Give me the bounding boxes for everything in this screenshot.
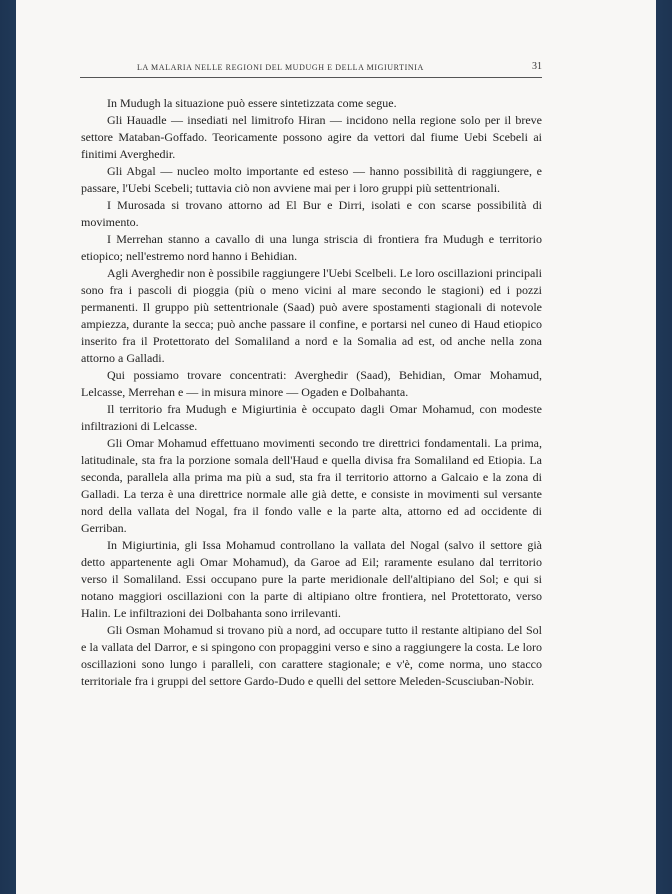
paragraph: Il territorio fra Mudugh e Migiurtinia è occupato dagli Omar Mohamud, con modeste infiltrazioni di Lelcasse. bbox=[81, 402, 542, 433]
paragraph: I Murosada si trovano attorno ad El Bur e Dirri, isolati e con scarse possibilità di movimento. bbox=[81, 198, 542, 229]
paragraph: Qui possiamo trovare concentrati: Averghedir (Saad), Behidian, Omar Mohamud, Lelcasse, Merrehan e — in misura minore — Ogaden e Dolbahanta. bbox=[81, 368, 542, 399]
paragraph: Gli Hauadle — insediati nel limitrofo Hiran — incidono nella regione solo per il breve settore Mataban-Goffado. Teoricamente possono agire da vettori dal fiume Uebi Scebeli ai finitimi Averghedir. bbox=[81, 113, 542, 161]
paragraph: Gli Omar Mohamud effettuano movimenti secondo tre direttrici fondamentali. La prima, latitudinale, sta fra la porzione somala dell'Haud e quella divisa fra Somaliland ed Etiopia. La seconda, parallela alla prima ma più a sud, sta fra il territorio attorno a Galcaio e la zona di Galladi. La terza è una direttrice normale alle già dette, e consiste in movimenti sul versante nord della vallata del Nogal, fra il fondo valle e la parte alta, attorno ed ad occidente di Gerriban. bbox=[81, 436, 542, 535]
paragraph: In Migiurtinia, gli Issa Mohamud controllano la vallata del Nogal (salvo il settore già detto appartenente agli Omar Mohamud), da Garoe ad Eil; raramente esulano dal territorio verso il Somaliland. Essi occupano pure la parte meridionale dell'altipiano del Sol; e qui si notano maggiori oscillazioni con la parte di altipiano oltre frontiera, nel Protettorato, verso Halin. Le infiltrazioni dei Dolbahanta sono irrilevanti. bbox=[81, 538, 542, 620]
header-rule bbox=[80, 77, 542, 78]
running-title: LA MALARIA NELLE REGIONI DEL MUDUGH E DELLA MIGIURTINIA bbox=[137, 63, 424, 72]
page-number: 31 bbox=[532, 61, 542, 72]
paragraph: Agli Averghedir non è possibile raggiungere l'Uebi Scelbeli. Le loro oscillazioni principali sono fra i pascoli di pioggia (più o meno vicini al mare secondo le stagioni) ed i pozzi permanenti. Il gruppo più settentrionale (Saad) può avere spostamenti stagionali di notevole ampiezza, durante la secca; può anche passare il confine, e portarsi nel cuneo di Haud etiopico inserito fra il Protettorato del Somaliland a nord e la Somalia ad est, od anche nella zona attorno a Galladi. bbox=[81, 266, 542, 365]
paragraph: I Merrehan stanno a cavallo di una lunga striscia di frontiera fra Mudugh e territorio etiopico; nell'estremo nord hanno i Behidian. bbox=[81, 232, 542, 263]
paragraph: Gli Abgal — nucleo molto importante ed esteso — hanno possibilità di raggiungere, e passare, l'Uebi Scebeli; tuttavia ciò non avviene mai per i loro gruppi più settentrionali. bbox=[81, 164, 542, 195]
paragraph: In Mudugh la situazione può essere sintetizzata come segue. bbox=[107, 96, 397, 110]
paragraph: Gli Osman Mohamud si trovano più a nord, ad occupare tutto il restante altipiano del Sol e la vallata del Darror, e si spingono con propaggini verso e sino a raggiungere la costa. Le loro oscillazioni sono lungo i paralleli, con carattere stagionale; e v'è, come norma, uno stacco territoriale fra i gruppi del settore Gardo-Dudo e quelli del settore Meleden-Scusciuban-Nobir. bbox=[81, 623, 542, 688]
body-text bbox=[81, 95, 542, 690]
